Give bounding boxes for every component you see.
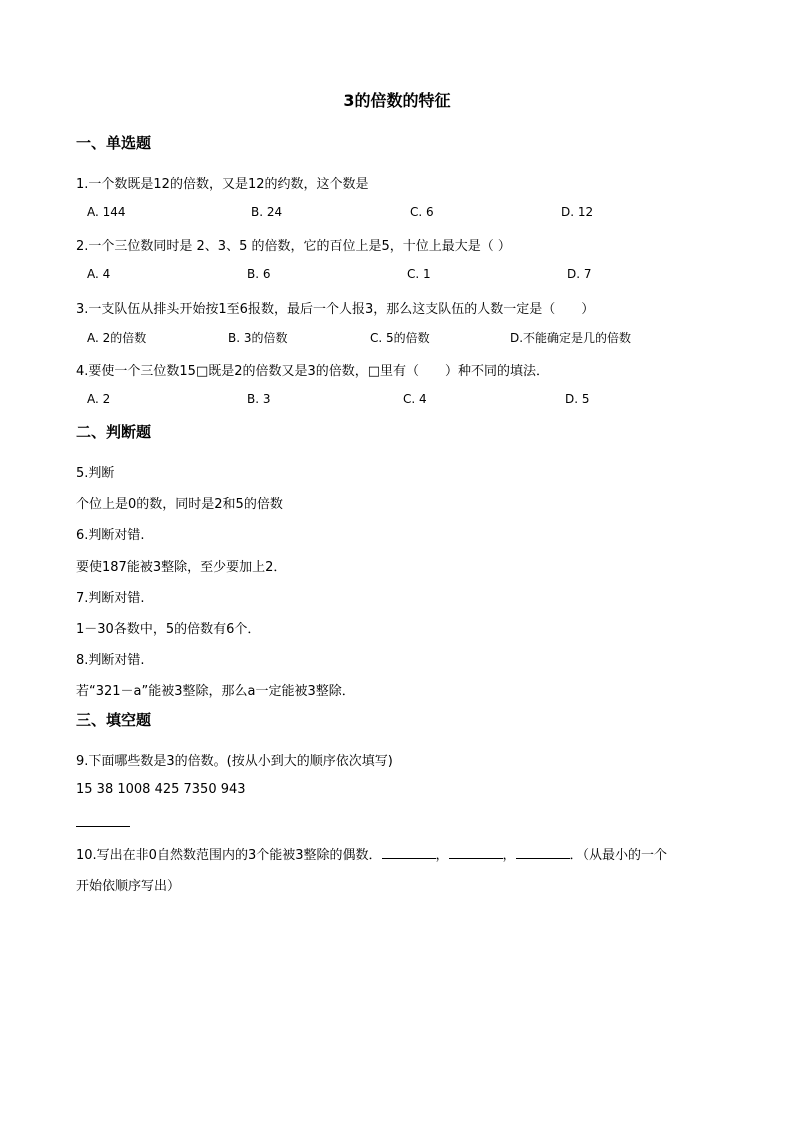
question-10-stem (76, 844, 667, 863)
question-1-option-d[interactable]: D. 12 (561, 205, 594, 219)
question-4-option-d[interactable]: D. 5 (565, 392, 590, 406)
question-10-blank-2[interactable] (449, 846, 503, 859)
question-3-option-a[interactable]: A. 2的倍数 (87, 331, 147, 345)
question-6-label: 6.判断对错. (76, 528, 145, 543)
question-5-text: 个位上是0的数，同时是2和5的倍数 (76, 497, 283, 512)
section-heading-single-choice: 一、单选题 (76, 134, 152, 152)
question-4-option-c[interactable]: C. 4 (403, 392, 427, 406)
section-heading-fill-in: 三、填空题 (76, 711, 152, 729)
question-10-stem-text: 10.写出在非0自然数范围内的3个能被3整除的偶数． (76, 848, 382, 863)
question-10-blank-3[interactable] (516, 846, 570, 859)
question-4-option-a[interactable]: A. 2 (87, 392, 111, 406)
question-1-option-b[interactable]: B. 24 (251, 205, 283, 219)
question-10-separator-2: ， (502, 848, 516, 863)
question-2-option-c[interactable]: C. 1 (407, 267, 431, 281)
question-10-stem-continued: 开始依顺序写出） (76, 879, 181, 894)
question-3-option-d[interactable]: D.不能确定是几的倍数 (510, 331, 632, 345)
question-9-stem: 9.下面哪些数是3的倍数。(按从小到大的顺序依次填写) (76, 754, 393, 769)
question-10-stem-tail: ．（从最小的一个 (569, 848, 668, 863)
question-3-option-c[interactable]: C. 5的倍数 (370, 331, 430, 345)
question-1-stem: 1.一个数既是12的倍数，又是12的约数，这个数是 (76, 177, 369, 192)
question-8-label: 8.判断对错. (76, 653, 145, 668)
section-heading-true-false: 二、判断题 (76, 423, 152, 441)
question-1-option-c[interactable]: C. 6 (410, 205, 434, 219)
question-4-option-b[interactable]: B. 3 (247, 392, 271, 406)
question-9-answer-blank[interactable] (76, 826, 130, 827)
question-5-label: 5.判断 (76, 466, 115, 481)
question-2-option-a[interactable]: A. 4 (87, 267, 111, 281)
question-4-stem: 4.要使一个三位数15□既是2的倍数又是3的倍数，□里有（ ）种不同的填法． (76, 364, 550, 379)
question-3-option-b[interactable]: B. 3的倍数 (228, 331, 288, 345)
question-7-text: 1－30各数中，5的倍数有6个． (76, 622, 261, 637)
question-8-text: 若“321－a”能被3整除，那么a一定能被3整除． (76, 684, 355, 699)
question-10-separator-1: ， (435, 848, 449, 863)
question-9-numbers: 15 38 1008 425 7350 943 (76, 782, 246, 797)
question-2-option-d[interactable]: D. 7 (567, 267, 592, 281)
question-7-label: 7.判断对错. (76, 591, 145, 606)
question-2-option-b[interactable]: B. 6 (247, 267, 271, 281)
question-3-stem: 3.一支队伍从排头开始按1至6报数，最后一个人报3，那么这支队伍的人数一定是（ ） (76, 302, 595, 317)
question-2-stem: 2.一个三位数同时是 2、3、5 的倍数，它的百位上是5，十位上最大是（ ） (76, 239, 511, 254)
page-title: 3的倍数的特征 (343, 91, 451, 110)
question-6-text: 要使187能被3整除，至少要加上2． (76, 560, 287, 575)
question-1-option-a[interactable]: A. 144 (87, 205, 126, 219)
question-10-blank-1[interactable] (382, 846, 436, 859)
